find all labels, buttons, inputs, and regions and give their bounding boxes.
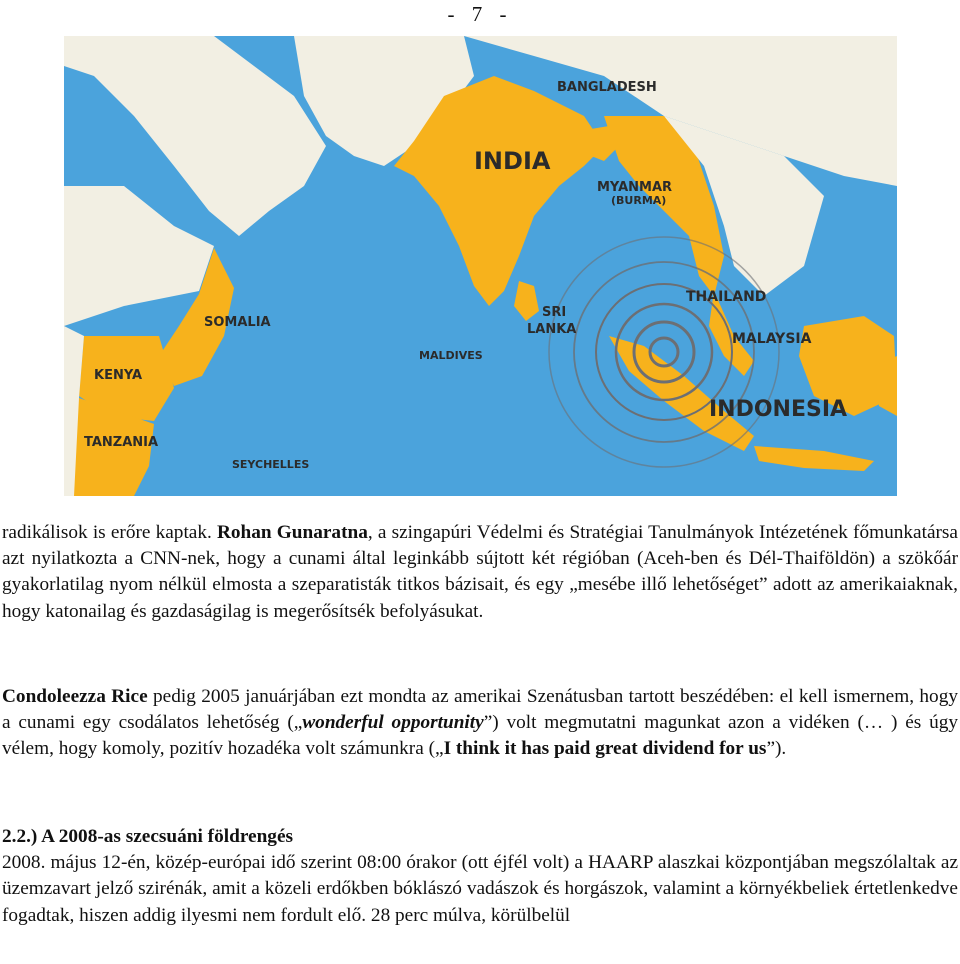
label-bangladesh: BANGLADESH: [557, 80, 657, 95]
para1-text-1: radikálisok is erőre kaptak.: [2, 522, 217, 543]
label-myanmar: MYANMAR: [597, 180, 673, 195]
tsunami-map: [64, 36, 897, 496]
paragraph-gunaratna: [2, 520, 958, 625]
label-lanka: LANKA: [527, 322, 577, 337]
label-indonesia: INDONESIA: [709, 397, 848, 422]
label-thailand: THAILAND: [686, 289, 767, 305]
section-szecsuan: [2, 824, 958, 929]
quote-wonderful-opportunity: wonderful opportunity: [302, 712, 484, 734]
para2-text-1: pedig 2005 januárjában ezt mondta az amerikai Szenátusban tartott beszédében: el kell ismernem, hogy a cunami egy csodálatos lehetőség („: [2, 686, 958, 734]
label-tanzania: TANZANIA: [84, 435, 159, 450]
label-burma: (BURMA): [611, 194, 667, 207]
page-number: - 7 -: [447, 2, 513, 26]
para2-text-3: ”).: [766, 738, 787, 760]
para1-text-2: , a szingapúri Védelmi és Stratégiai Tanulmányok Intézetének főmunkatársa azt nyilatkozta a CNN-nek, hogy a cunami által leginkább sújtott két régióban (Aceh-ben és Dél-Thaiföldön) a szökőár gyakorlatilag nyom nélkül elmosta a szeparatisták titkos bázisait, és egy „mesébe illő lehetőséget” adott az amerikaiaknak, hogy katonailag és gazdaságilag is megerősítsék befolyásukat.: [2, 522, 958, 622]
map-svg: [64, 36, 897, 496]
quote-dividend: I think it has paid great dividend for us: [443, 738, 767, 760]
person-name-gunaratna: Rohan Gunaratna: [216, 522, 368, 543]
label-maldives: MALDIVES: [419, 349, 483, 362]
paragraph-rice: [2, 684, 958, 763]
label-malaysia: MALAYSIA: [732, 331, 812, 347]
person-name-rice: Condoleezza Rice: [2, 686, 148, 707]
para2-text-2: ”) volt megmutatni magunkat azon a vidéken (… ) és úgy vélem, hogy komoly, pozitív hozadéka volt számunkra („: [2, 712, 959, 760]
label-somalia: SOMALIA: [204, 315, 271, 330]
label-india: INDIA: [474, 147, 551, 175]
section-body: 2008. május 12-én, közép-európai idő szerint 08:00 órakor (ott éjfél volt) a HAARP alaszkai központjában megszólaltak az üzemzavart jelző szirénák, amit a közeli erdőkben bóklászó vadászok és horgászok, valamint a környékbeliek értetlenkedve fogadtak, hiszen addig ilyesmi nem fordult elő. 28 perc múlva, körülbelül: [2, 852, 958, 926]
label-sri: SRI: [542, 305, 567, 320]
section-heading: 2.2.) A 2008-as szecsuáni földrengés: [2, 826, 294, 847]
label-kenya: KENYA: [94, 368, 143, 383]
label-seychelles: SEYCHELLES: [232, 458, 310, 471]
